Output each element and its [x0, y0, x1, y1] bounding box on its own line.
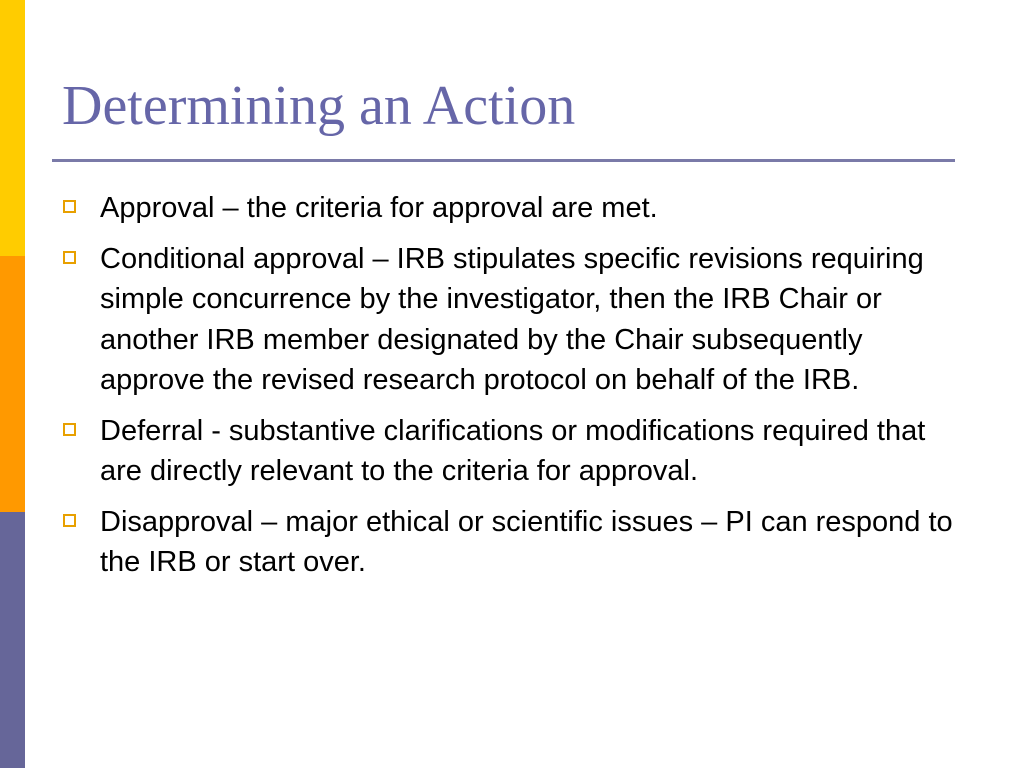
bullet-item-deferral	[62, 411, 962, 492]
hollow-square-bullet-icon	[63, 251, 76, 264]
hollow-square-bullet-icon	[63, 514, 76, 527]
bullet-item-approval	[62, 188, 962, 229]
bullet-list	[62, 188, 962, 593]
bullet-item-conditional-approval	[62, 239, 962, 401]
bullet-text: Approval – the criteria for approval are met.	[100, 192, 658, 224]
bullet-text: Conditional approval – IRB stipulates specific revisions requiring simple concurrence by the investigator, then the IRB Chair or another IRB member designated by the Chair subsequently approve the revised research protocol on behalf of the IRB.	[100, 242, 924, 396]
accent-bar-yellow	[0, 0, 25, 256]
accent-bar-orange	[0, 256, 25, 512]
bullet-text: Disapproval – major ethical or scientific issues – PI can respond to the IRB or start over.	[100, 505, 953, 578]
hollow-square-bullet-icon	[63, 423, 76, 436]
accent-bar-purple	[0, 512, 25, 768]
slide-title: Determining an Action	[62, 75, 576, 137]
bullet-text: Deferral - substantive clarifications or modifications required that are directly relevant to the criteria for approval.	[100, 414, 926, 487]
title-divider	[52, 159, 955, 162]
bullet-item-disapproval	[62, 502, 962, 583]
hollow-square-bullet-icon	[63, 200, 76, 213]
